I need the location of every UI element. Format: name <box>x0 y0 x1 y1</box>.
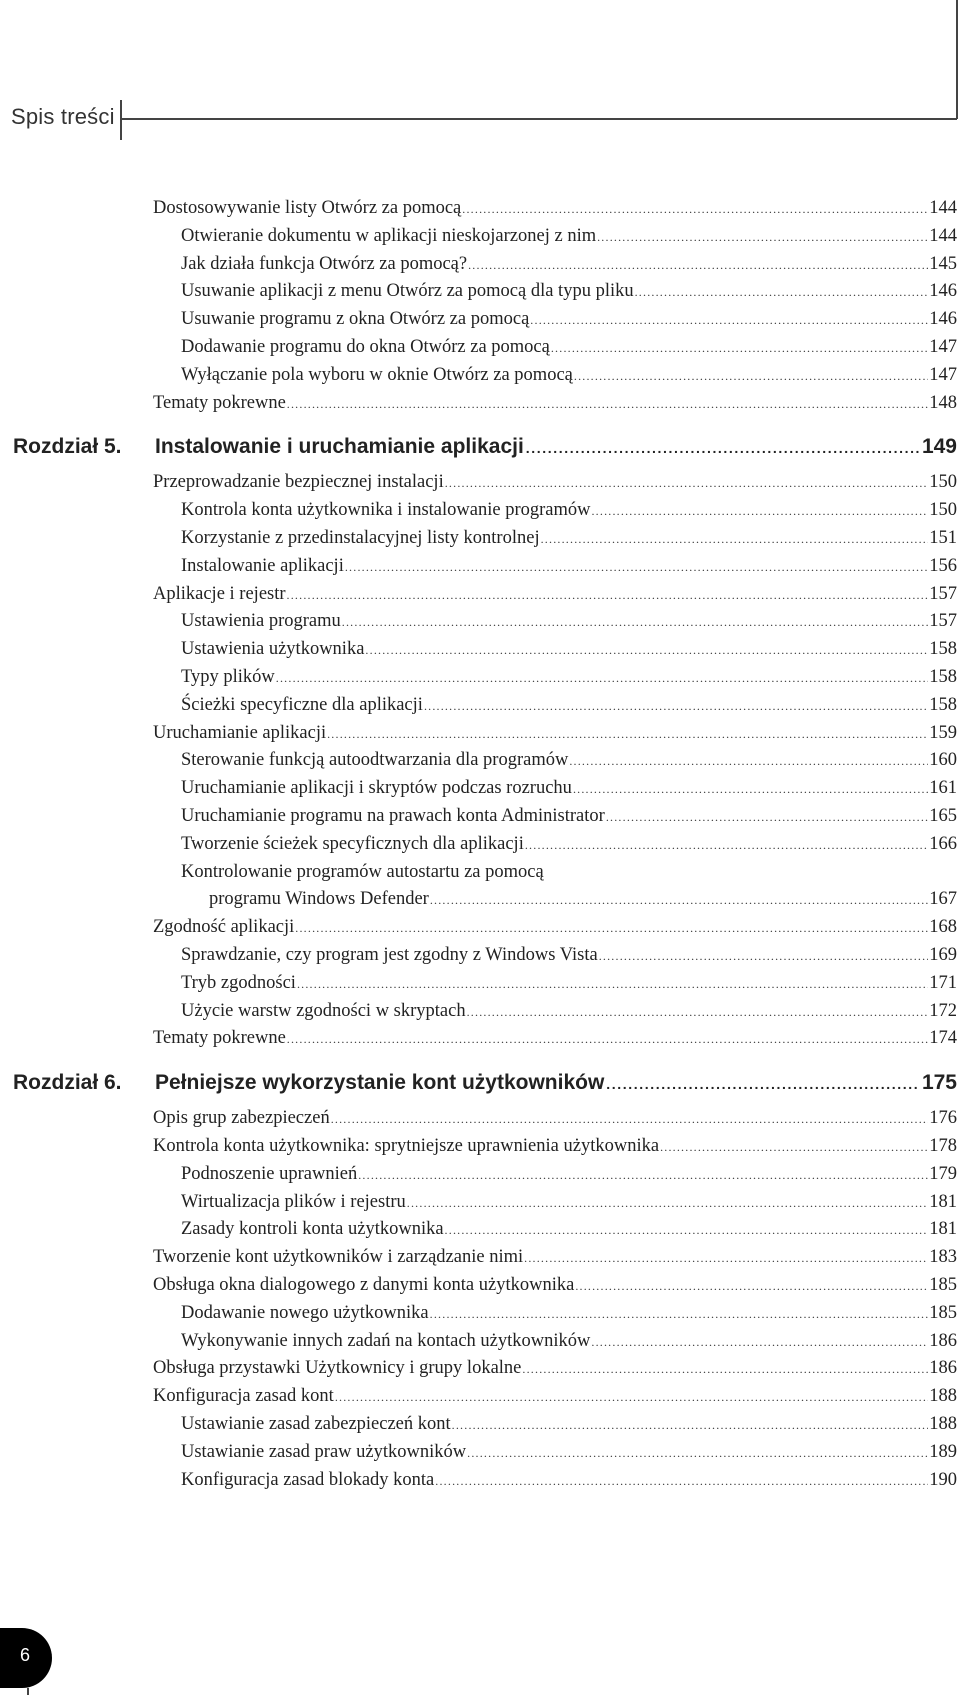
toc-entry[interactable] <box>181 941 957 970</box>
entry-title: Wykonywanie innych zadań na kontach użytkowników <box>181 1330 591 1351</box>
toc-entry[interactable] <box>153 1243 957 1272</box>
toc-entry[interactable] <box>181 1438 957 1467</box>
entry-title: Obsługa przystawki Użytkownicy i grupy lokalne <box>153 1358 522 1379</box>
leader-dots <box>365 636 928 664</box>
entry-page: 157 <box>929 583 957 604</box>
leader-dots <box>467 998 929 1026</box>
entry-page: 189 <box>929 1441 957 1462</box>
entry-page: 185 <box>929 1302 957 1323</box>
entry-page: 161 <box>929 778 957 799</box>
entry-title: Usuwanie programu z okna Otwórz za pomocą <box>181 309 530 330</box>
entry-title: Dodawanie nowego użytkownika <box>181 1302 429 1323</box>
entry-title: Tematy pokrewne <box>153 1028 286 1049</box>
page-badge-line <box>27 1688 29 1695</box>
entry-page: 179 <box>929 1163 957 1184</box>
entry-page: 145 <box>929 253 957 274</box>
entry-page: 176 <box>929 1108 957 1129</box>
leader-dots <box>462 195 928 223</box>
entry-title: Użycie warstw zgodności w skryptach <box>181 1000 466 1021</box>
leader-dots <box>591 1328 928 1356</box>
leader-dots <box>575 1272 928 1300</box>
toc-entry[interactable] <box>181 361 957 390</box>
entry-title: Obsługa okna dialogowego z danymi konta użytkownika <box>153 1275 575 1295</box>
entry-title: Typy plików <box>181 667 275 687</box>
entry-title: Tworzenie kont użytkowników i zarządzanie nimi <box>153 1247 524 1268</box>
toc-entry[interactable] <box>153 913 957 942</box>
leader-dots <box>430 886 928 914</box>
entry-title: Zasady kontroli konta użytkownika <box>181 1219 444 1240</box>
running-header-title: Spis treści <box>11 104 115 129</box>
leader-dots <box>445 1216 929 1244</box>
entry-page: 190 <box>929 1469 957 1490</box>
entry-title: Dodawanie programu do okna Otwórz za pomocą <box>181 337 550 357</box>
entry-page: 147 <box>929 337 957 357</box>
entry-page: 172 <box>929 1000 957 1021</box>
entry-page: 174 <box>929 1028 957 1049</box>
entry-title: Tworzenie ścieżek specyficznych dla aplikacji <box>181 833 524 854</box>
toc-entry[interactable] <box>181 746 957 775</box>
leader-dots <box>524 1244 928 1272</box>
leader-dots <box>424 692 928 720</box>
entry-title: Zgodność aplikacji <box>153 917 295 938</box>
leader-dots <box>541 525 929 553</box>
entry-page: 186 <box>929 1330 957 1351</box>
toc-entry[interactable] <box>181 1466 957 1495</box>
toc-entry[interactable] <box>153 389 957 418</box>
chapter-label: Rozdział 6. <box>13 1071 122 1095</box>
entry-title: Jak działa funkcja Otwórz za pomocą? <box>181 253 468 274</box>
entry-title: Konfiguracja zasad blokady konta <box>181 1469 435 1490</box>
toc-entry[interactable] <box>181 635 957 664</box>
entry-title: Kontrolowanie programów autostartu za pomocą <box>181 861 544 882</box>
entry-page: 159 <box>929 722 957 743</box>
entry-page: 148 <box>929 392 957 413</box>
entry-title: Uruchamianie programu na prawach konta Administrator <box>181 806 605 826</box>
entry-page: 188 <box>929 1386 957 1407</box>
leader-dots <box>452 1411 929 1439</box>
toc-entry[interactable] <box>181 222 957 251</box>
leader-dots <box>297 970 928 998</box>
entry-page: 188 <box>929 1414 957 1434</box>
entry-page: 150 <box>929 500 957 521</box>
leader-dots <box>445 469 929 497</box>
toc-entry[interactable] <box>153 468 957 497</box>
toc-entry[interactable] <box>181 552 957 581</box>
entry-title: Ustawianie zasad praw użytkowników <box>181 1441 467 1462</box>
entry-page: 146 <box>929 309 957 330</box>
leader-dots <box>331 1105 929 1133</box>
leader-dots <box>522 1355 928 1383</box>
leader-dots <box>606 1069 920 1099</box>
entry-page: 146 <box>929 281 957 302</box>
page-number-badge <box>0 1628 52 1688</box>
toc-entry[interactable] <box>181 607 957 636</box>
entry-page: 171 <box>929 972 957 993</box>
leader-dots <box>569 747 928 775</box>
toc-entry[interactable] <box>181 1160 957 1189</box>
entry-page: 151 <box>929 528 957 548</box>
toc-entry[interactable] <box>181 691 957 720</box>
toc-entry[interactable] <box>181 830 957 859</box>
chapter-page: 175 <box>921 1071 957 1095</box>
toc-entry[interactable] <box>153 1024 957 1053</box>
entry-title: Korzystanie z przedinstalacyjnej listy kontrolnej <box>181 528 540 548</box>
leader-dots <box>276 664 928 692</box>
entry-page: 144 <box>929 198 957 218</box>
entry-page: 165 <box>929 806 957 826</box>
leader-dots <box>327 720 928 748</box>
chapter-heading[interactable] <box>13 432 957 463</box>
entry-page: 186 <box>929 1358 957 1379</box>
entry-title: Konfiguracja zasad kont <box>153 1386 334 1407</box>
entry-title: Wirtualizacja plików i rejestru <box>181 1191 406 1212</box>
toc-entry[interactable] <box>181 802 957 831</box>
entry-page: 185 <box>929 1275 957 1295</box>
leader-dots <box>287 581 929 609</box>
entry-title: Sterowanie funkcją autoodtwarzania dla programów <box>181 750 569 771</box>
entry-title: Opis grup zabezpieczeń <box>153 1108 330 1129</box>
toc-entry[interactable] <box>153 719 957 748</box>
entry-page: 150 <box>929 472 957 493</box>
toc-entry[interactable] <box>153 1382 957 1411</box>
toc-entry[interactable] <box>181 774 957 803</box>
entry-title: Kontrola konta użytkownika: sprytniejsze uprawnienia użytkownika <box>153 1136 660 1156</box>
toc-entry[interactable] <box>181 997 957 1026</box>
entry-page: 183 <box>929 1247 957 1268</box>
leader-dots <box>358 1161 928 1189</box>
leader-dots <box>606 803 928 831</box>
toc-entry[interactable] <box>153 1271 957 1300</box>
entry-title: programu Windows Defender <box>209 889 429 910</box>
toc-entry[interactable] <box>181 1299 957 1328</box>
entry-page: 158 <box>929 667 957 687</box>
entry-page: 158 <box>929 639 957 660</box>
page-number: 6 <box>20 1645 31 1665</box>
entry-page: 158 <box>929 694 957 715</box>
chapter-page: 149 <box>921 435 957 459</box>
toc-entry[interactable] <box>181 524 957 553</box>
leader-dots <box>660 1133 928 1161</box>
leader-dots <box>591 497 928 525</box>
entry-page: 167 <box>929 889 957 910</box>
entry-title: Tematy pokrewne <box>153 392 286 413</box>
entry-title: Kontrola konta użytkownika i instalowanie programów <box>181 500 591 521</box>
entry-page: 166 <box>929 833 957 854</box>
entry-title: Podnoszenie uprawnień <box>181 1163 358 1184</box>
toc-entry[interactable] <box>153 1354 957 1383</box>
leader-dots <box>295 914 928 942</box>
chapter-title: Instalowanie i uruchamianie aplikacji <box>155 435 524 459</box>
entry-page: 181 <box>929 1219 957 1240</box>
entry-page: 181 <box>929 1191 957 1212</box>
toc-entry[interactable] <box>181 277 957 306</box>
toc-entry[interactable] <box>153 194 957 223</box>
entry-page: 157 <box>929 611 957 632</box>
entry-page: 178 <box>929 1136 957 1156</box>
entry-page: 156 <box>929 555 957 576</box>
leader-dots <box>468 251 928 279</box>
leader-dots <box>525 831 928 859</box>
entry-page: 168 <box>929 917 957 938</box>
leader-dots <box>467 1439 928 1467</box>
toc-entry[interactable] <box>181 1327 957 1356</box>
chapter-heading[interactable] <box>13 1068 957 1099</box>
entry-title: Uruchamianie aplikacji i skryptów podczas rozruchu <box>181 778 572 799</box>
entry-title: Uruchamianie aplikacji <box>153 722 327 743</box>
toc-entry[interactable] <box>181 1410 957 1439</box>
leader-dots <box>435 1467 928 1495</box>
toc-entry[interactable] <box>181 305 957 334</box>
leader-dots <box>526 433 920 463</box>
header-corner-line <box>956 0 958 119</box>
leader-dots <box>599 942 929 970</box>
leader-dots <box>430 1300 929 1328</box>
leader-dots <box>573 775 928 803</box>
toc-entry[interactable] <box>181 663 957 692</box>
leader-dots <box>335 1383 928 1411</box>
toc-entry[interactable] <box>181 333 957 362</box>
chapter-label: Rozdział 5. <box>13 435 122 459</box>
leader-dots <box>287 1025 928 1053</box>
leader-dots <box>345 553 928 581</box>
entry-title: Sprawdzanie, czy program jest zgodny z Windows Vista <box>181 945 598 965</box>
entry-title: Instalowanie aplikacji <box>181 555 344 576</box>
entry-title: Wyłączanie pola wyboru w oknie Otwórz za pomocą <box>181 364 573 385</box>
entry-page: 169 <box>929 945 957 965</box>
leader-dots <box>551 334 928 362</box>
entry-title: Usuwanie aplikacji z menu Otwórz za pomocą dla typu pliku <box>181 281 634 302</box>
toc-entry[interactable] <box>153 580 957 609</box>
entry-page: 160 <box>929 750 957 771</box>
leader-dots <box>635 278 929 306</box>
entry-title: Tryb zgodności <box>181 972 296 993</box>
entry-page: 144 <box>929 225 957 246</box>
toc-entry[interactable] <box>181 496 957 525</box>
entry-title: Ustawienia programu <box>181 611 341 632</box>
toc-entry[interactable] <box>153 1132 957 1161</box>
chapter-title: Pełniejsze wykorzystanie kont użytkowników <box>155 1071 605 1095</box>
entry-title: Ustawienia użytkownika <box>181 639 365 660</box>
leader-dots <box>287 390 928 418</box>
toc-entry[interactable] <box>181 969 957 998</box>
entry-title: Przeprowadzanie bezpiecznej instalacji <box>153 472 444 493</box>
leader-dots <box>597 223 928 251</box>
header-divider-vertical <box>120 100 122 140</box>
toc-entry[interactable] <box>181 1215 957 1244</box>
entry-page: 147 <box>929 364 957 385</box>
header-rule <box>120 118 957 120</box>
leader-dots <box>530 306 928 334</box>
leader-dots <box>407 1189 928 1217</box>
toc-entry[interactable] <box>181 250 957 279</box>
toc-entry[interactable] <box>181 1188 957 1217</box>
toc-entry[interactable] <box>181 858 957 886</box>
entry-title: Aplikacje i rejestr <box>153 583 286 604</box>
entry-title: Ścieżki specyficzne dla aplikacji <box>181 694 423 715</box>
entry-title: Ustawianie zasad zabezpieczeń kont <box>181 1414 451 1434</box>
toc-entry[interactable] <box>153 1104 957 1133</box>
entry-title: Otwieranie dokumentu w aplikacji nieskojarzonej z nim <box>181 225 597 246</box>
entry-title: Dostosowywanie listy Otwórz za pomocą <box>153 198 462 218</box>
leader-dots <box>574 362 928 390</box>
toc-entry[interactable] <box>209 885 957 914</box>
leader-dots <box>342 608 928 636</box>
